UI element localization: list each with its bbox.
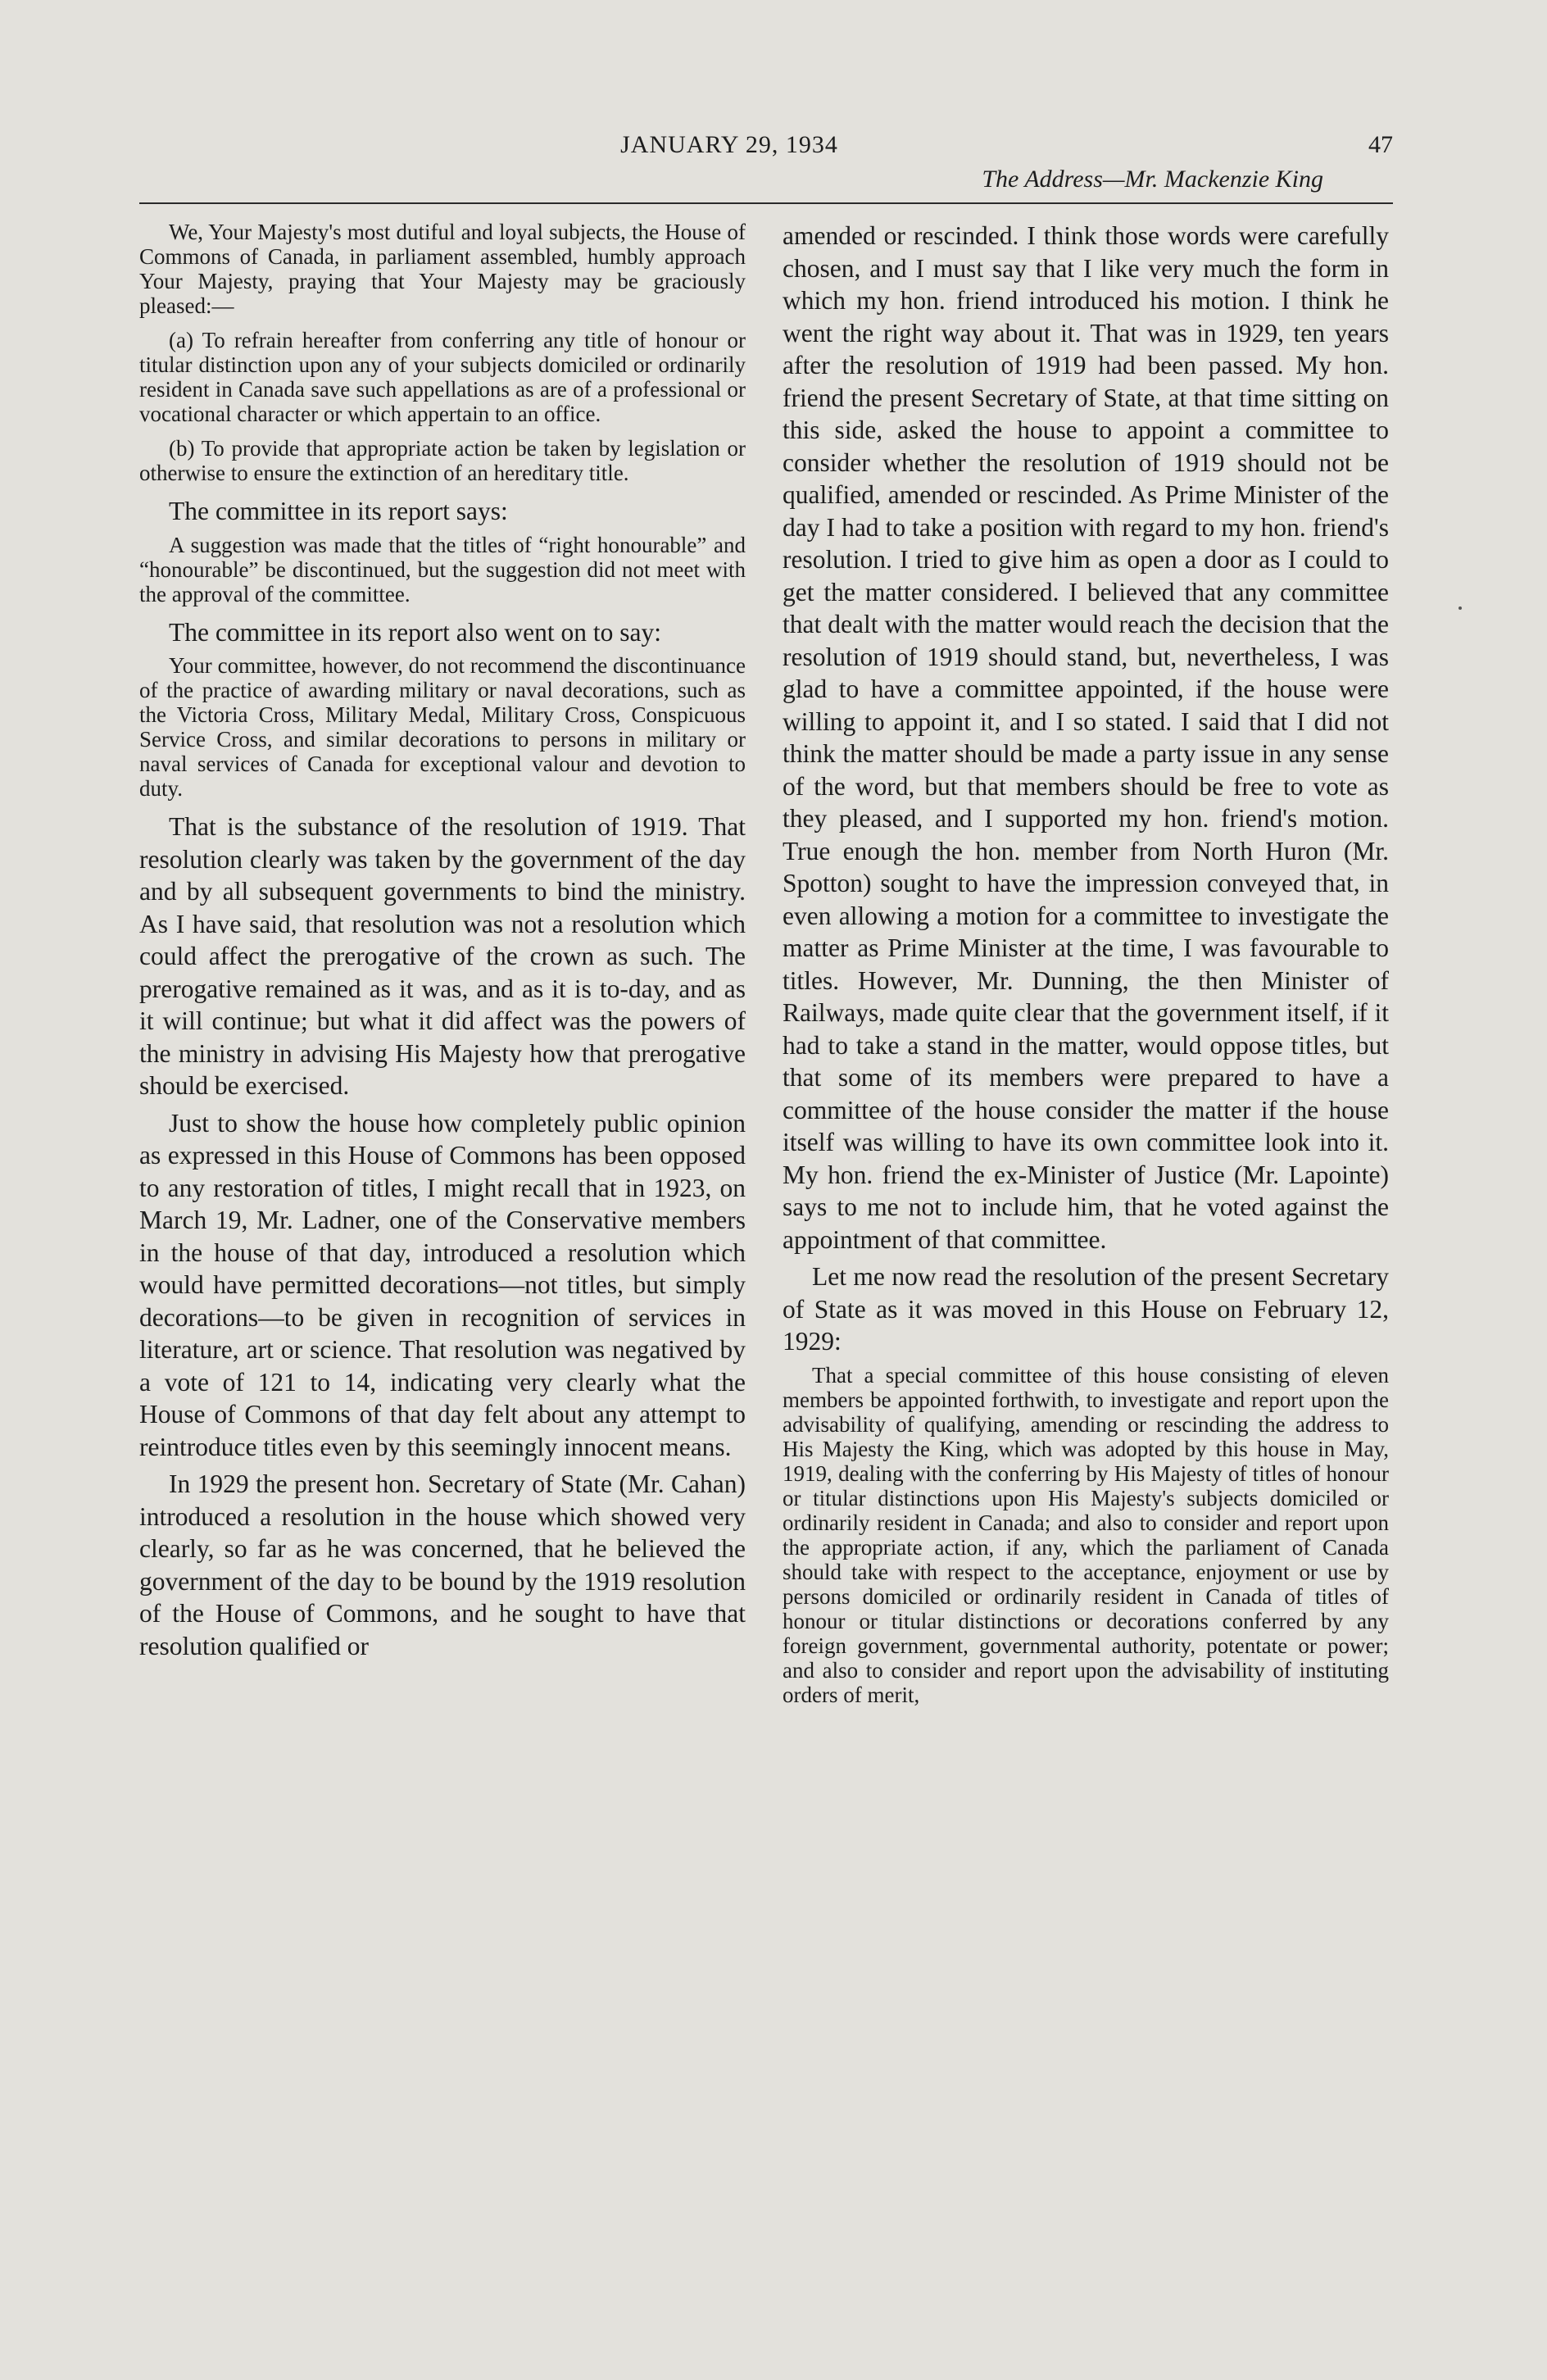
body-paragraph: That is the substance of the resolution of 1919. That resolution clearly was taken by the government of the day and by all subsequent governments to bind the ministry. As I have said, that resolution was not a resolution which could affect the prerogative of the crown as such. The prerogative remained as it was, and as it is to-day, and as it will continue; but what it did affect was the powers of the ministry in advising His Majesty how that prerogative should be exercised. <box>139 812 746 1100</box>
header-rule <box>139 202 1393 204</box>
print-speck <box>1459 606 1462 610</box>
quote-paragraph: (a) To refrain hereafter from conferring any title of honour or titular distinction upon any of your subjects domiciled or ordinarily resident in Canada save such appellations as are of a professional or vocational character or which appertain to an office. <box>139 328 746 426</box>
body-paragraph: The committee in its report says: <box>169 497 508 525</box>
page-header <box>139 131 1393 197</box>
quote-paragraph: Your committee, however, do not recommend the discontinuance of the practice of awarding military or naval decorations, such as the Victoria Cross, Military Medal, Military Cross, Conspicuous Service Cross, and similar decorations to persons in military or naval services of Canada for exceptional valour and devotion to duty. <box>139 653 746 801</box>
right-column <box>783 220 1389 1717</box>
left-column <box>139 220 746 1667</box>
quote-paragraph: That a special committee of this house consisting of eleven members be appointed forthwith, to investigate and report upon the advisability of qualifying, amending or rescinding the address to His Majesty the King, which was adopted by this house in May, 1919, dealing with the conferring by His Majesty of titles of honour or titular distinctions upon His Majesty's subjects domiciled or ordinarily resident in Canada; and also to consider and report upon the appropriate action, if any, which the parliament of Canada should take with respect to the acceptance, enjoyment or use by persons domiciled or ordinarily resident in Canada of titles of honour or titular distinctions or decorations conferred by any foreign government, governmental authority, potentate or power; and also to consider and report upon the advisability of instituting orders of merit, <box>783 1362 1389 1707</box>
running-head-date: JANUARY 29, 1934 <box>620 131 838 158</box>
page-number: 47 <box>1368 131 1393 158</box>
quote-paragraph: (b) To provide that appropriate action be taken by legislation or otherwise to ensure the extinction of an hereditary title. <box>139 436 746 485</box>
body-paragraph: Just to show the house how completely public opinion as expressed in this House of Commons has been opposed to any restoration of titles, I might recall that in 1923, on March 19, Mr. Ladner, one of the Conservative members in the house of that day, introduced a resolution which would have permitted decorations—not titles, but simply decorations—to be given in recognition of services in literature, art or science. That resolution was negatived by a vote of 121 to 14, indicating very clearly what the House of Commons of that day felt about any attempt to reintroduce titles even by this seemingly innocent means. <box>139 1108 746 1461</box>
quote-paragraph: We, Your Majesty's most dutiful and loyal subjects, the House of Commons of Canada, in parliament assembled, humbly approach Your Majesty, praying that Your Majesty may be graciously pleased:— <box>139 220 746 318</box>
body-paragraph: Let me now read the resolution of the present Secretary of State as it was moved in this House on February 12, 1929: <box>783 1262 1389 1356</box>
section-title: The Address—Mr. Mackenzie King <box>982 166 1323 193</box>
body-paragraph: In 1929 the present hon. Secretary of State (Mr. Cahan) introduced a resolution in the house which showed very clearly, so far as he was concerned, that he believed the government of the day to be bound by the 1919 resolution of the House of Commons, and he sought to have that resolution qualified or <box>139 1469 746 1660</box>
body-paragraph: The committee in its report also went on to say: <box>169 617 661 647</box>
quote-paragraph: A suggestion was made that the titles of “right honourable” and “honourable” be discontinued, but the suggestion did not meet with the approval of the committee. <box>139 532 746 606</box>
body-paragraph: amended or rescinded. I think those words were carefully chosen, and I must say that I like very much the form in which my hon. friend introduced his motion. I think he went the right way about it. That was in 1929, ten years after the resolution of 1919 had been passed. My hon. friend the present Secretary of State, at that time sitting on this side, asked the house to appoint a committee to consider whether the resolution of 1919 should not be qualified, amended or rescinded. As Prime Minister of the day I had to take a position with regard to my hon. friend's resolution. I tried to give him as open a door as I could to get the matter considered. I believed that any committee that dealt with the matter would reach the decision that the resolution of 1919 should stand, but, nevertheless, I was glad to have a committee appointed, if the house were willing to appoint it, and I so stated. I said that I did not think the matter should be made a party issue in any sense of the word, but that members should be free to vote as they pleased, and I supported my hon. friend's motion. True enough the hon. member from North Huron (Mr. Spotton) sought to have the impression conveyed that, in even allowing a motion for a committee to investigate the matter as Prime Minister at the time, I was favourable to titles. However, Mr. Dunning, the then Minister of Railways, made quite clear that the government itself, if it had to take a stand in the matter, would oppose titles, but that some of its members were prepared to have a committee of the house consider the matter if the house itself was willing to have its own committee look into it. My hon. friend the ex-Minister of Justice (Mr. Lapointe) says to me not to include him, that he voted against the appointment of that committee. <box>783 221 1389 1254</box>
